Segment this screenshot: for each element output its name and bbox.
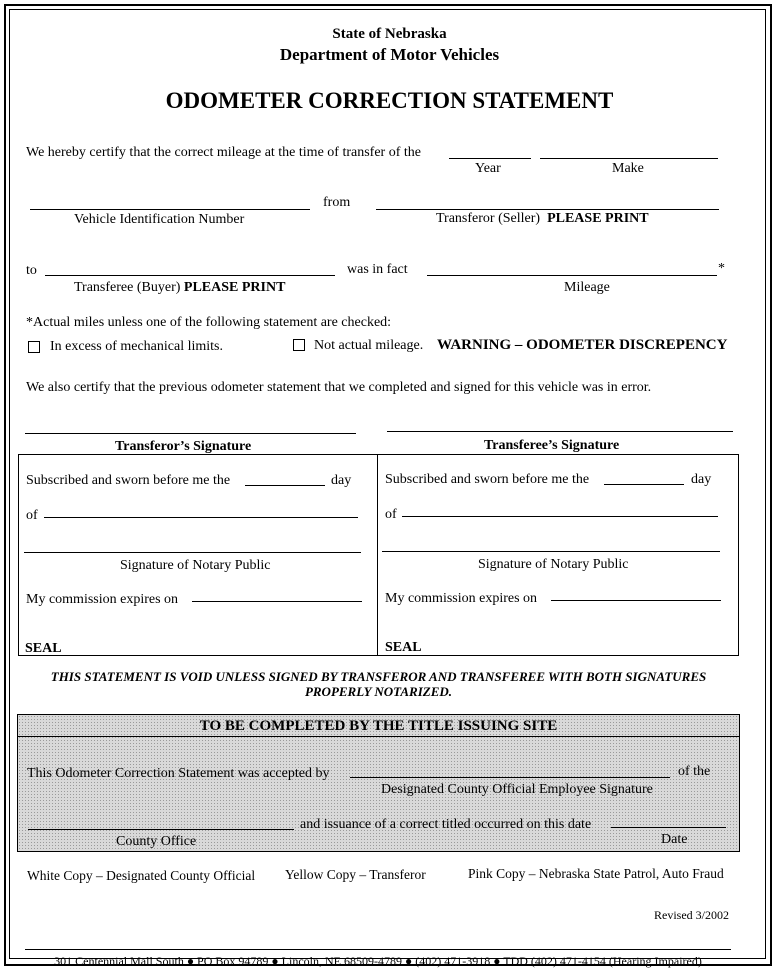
make-label: Make [612,161,644,176]
notary-left-month-field[interactable] [44,517,358,518]
county-office-field[interactable] [28,829,294,830]
white-copy-text: White Copy – Designated County Official [27,868,256,883]
department-name: Department of Motor Vehicles [279,45,500,64]
to-text: to [26,263,37,278]
transferor-label: Transferor (Seller) PLEASE PRINT [436,211,649,226]
notary-right-of: of [385,507,397,522]
year-label: Year [475,161,501,176]
notary-left-day-field[interactable] [245,485,325,486]
notary-left-of: of [26,508,38,523]
mileage-asterisk: * [718,261,725,276]
title-site-heading-rule [17,736,740,737]
revised-date: Revised 3/2002 [654,908,729,922]
pink-copy-text: Pink Copy – Nebraska State Patrol, Auto Fraud [468,866,724,881]
was-in-fact-text: was in fact [347,262,408,277]
notary-left-commission: My commission expires on [26,592,179,607]
notary-right-day-field[interactable] [604,484,684,485]
footer-rule [25,949,731,950]
notary-left-signature-field[interactable] [24,552,361,553]
odometer-warning: WARNING – ODOMETER DISCREPENCY [437,337,728,353]
title-site-heading: TO BE COMPLETED BY THE TITLE ISSUING SITE [199,718,558,734]
notary-left-signature-label: Signature of Notary Public [120,558,271,573]
yellow-copy-text: Yellow Copy – Transferor [285,867,426,882]
issuance-date-field[interactable] [611,827,726,828]
mileage-label: Mileage [564,280,610,295]
notary-left-subscribed: Subscribed and sworn before me the [26,473,231,488]
state-name: State of Nebraska [332,26,447,42]
mileage-field[interactable] [427,275,717,276]
date-label: Date [661,832,688,847]
notary-left-commission-field[interactable] [192,601,362,602]
page-title: ODOMETER CORRECTION STATEMENT [165,88,614,113]
transferee-signature-field[interactable] [387,431,733,432]
vin-label: Vehicle Identification Number [74,212,245,227]
make-field[interactable] [540,158,718,159]
also-certify-text: We also certify that the previous odometer statement that we completed and signed for this vehicle was in error. [26,380,652,395]
notary-divider [377,454,378,656]
of-the-text: of the [678,764,711,779]
official-signature-field[interactable] [350,777,670,778]
transferee-name-field[interactable] [45,275,335,276]
notary-right-subscribed: Subscribed and sworn before me the [385,472,590,487]
void-notice-line2: PROPERLY NOTARIZED. [304,684,453,699]
issuance-text: and issuance of a correct titled occurred on this date [300,817,592,832]
transferee-label: Transferee (Buyer) PLEASE PRINT [74,280,286,295]
transferor-signature-field[interactable] [25,433,356,434]
notary-right-day: day [691,472,712,487]
official-signature-label: Designated County Official Employee Signature [381,782,653,797]
footer-address: 301 Centennial Mall South ● PO Box 94789 ● Lincoln, NE 68509-4789 ● (402) 471-3918 ● TDD (402) 471-4154 (Hearing Impaired) [54,954,702,968]
not-actual-mileage-label: Not actual mileage. [314,338,424,353]
year-field[interactable] [449,158,531,159]
notary-right-signature-label: Signature of Notary Public [478,557,629,572]
notary-right-seal: SEAL [385,640,422,655]
vin-field[interactable] [30,209,310,210]
actual-miles-note: *Actual miles unless one of the following statement are checked: [26,315,392,330]
not-actual-mileage-checkbox[interactable] [293,339,305,351]
transferor-name-field[interactable] [376,209,719,210]
void-notice-line1: THIS STATEMENT IS VOID UNLESS SIGNED BY TRANSFEROR AND TRANSFEREE WITH BOTH SIGNATURES [50,669,707,684]
accepted-by-text: This Odometer Correction Statement was accepted by [27,766,330,781]
certify-intro: We hereby certify that the correct mileage at the time of transfer of the [26,145,421,160]
county-office-label: County Office [116,834,197,849]
excess-mechanical-checkbox[interactable] [28,341,40,353]
transferor-signature-label: Transferor’s Signature [115,439,252,454]
from-text: from [323,195,351,210]
notary-right-signature-field[interactable] [382,551,720,552]
notary-right-month-field[interactable] [402,516,718,517]
notary-left-day: day [331,473,352,488]
notary-left-seal: SEAL [25,641,62,656]
notary-right-commission-field[interactable] [551,600,721,601]
excess-mechanical-label: In excess of mechanical limits. [50,339,223,354]
transferee-signature-label: Transferee’s Signature [484,438,620,453]
notary-right-commission: My commission expires on [385,591,538,606]
